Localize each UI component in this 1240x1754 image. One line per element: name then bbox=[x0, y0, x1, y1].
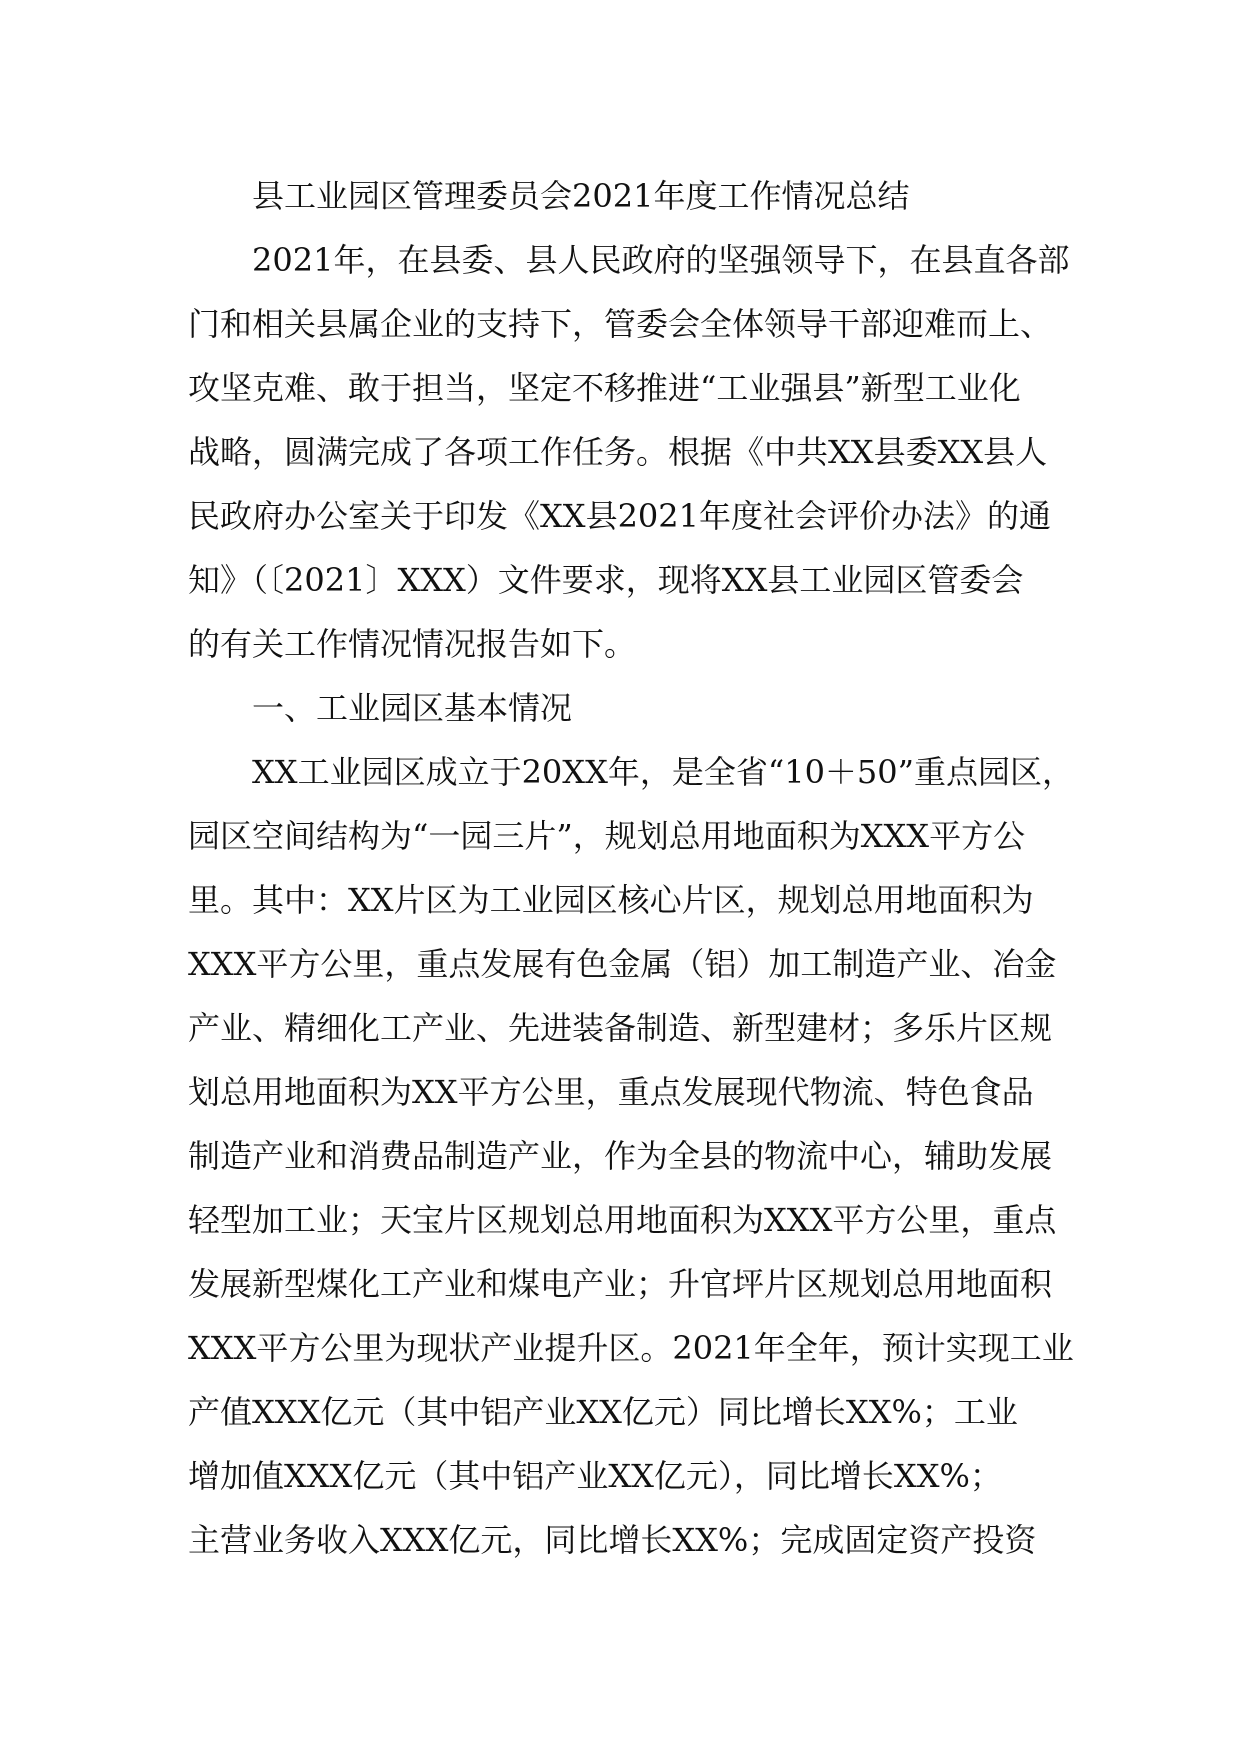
paragraph-line: 知》（〔2021〕XXX）文件要求，现将XX县工业园区管委会 bbox=[188, 561, 1024, 599]
paragraph-line: 园区空间结构为“一园三片”，规划总用地面积为XXX平方公 bbox=[188, 817, 1026, 855]
paragraph-line: 产业、精细化工产业、先进装备制造、新型建材；多乐片区规 bbox=[188, 1009, 1053, 1047]
paragraph-line: 划总用地面积为XX平方公里，重点发展现代物流、特色食品 bbox=[188, 1073, 1034, 1111]
paragraph-line: 制造产业和消费品制造产业，作为全县的物流中心，辅助发展 bbox=[188, 1137, 1053, 1175]
paragraph-line: 的有关工作情况情况报告如下。 bbox=[188, 625, 637, 663]
section-heading: 一、工业园区基本情况 bbox=[252, 689, 573, 727]
paragraph-line: 主营业务收入XXX亿元，同比增长XX%；完成固定资产投资 bbox=[188, 1521, 1037, 1559]
paragraph-line: 战略，圆满完成了各项工作任务。根据《中共XX县委XX县人 bbox=[188, 433, 1048, 471]
paragraph-line: 攻坚克难、敢于担当，坚定不移推进“工业强县”新型工业化 bbox=[188, 369, 1021, 407]
paragraph-line: 轻型加工业；天宝片区规划总用地面积为XXX平方公里，重点 bbox=[188, 1201, 1057, 1239]
paragraph-line: 2021年，在县委、县人民政府的坚强领导下，在县直各部 bbox=[252, 241, 1070, 279]
paragraph-line: XXX平方公里，重点发展有色金属（铝）加工制造产业、冶金 bbox=[188, 945, 1057, 983]
paragraph-line: 发展新型煤化工产业和煤电产业；升官坪片区规划总用地面积 bbox=[188, 1265, 1053, 1303]
paragraph-line: 产值XXX亿元（其中铝产业XX亿元）同比增长XX%；工业 bbox=[188, 1393, 1018, 1431]
paragraph-line: 门和相关县属企业的支持下，管委会全体领导干部迎难而上、 bbox=[188, 305, 1053, 343]
paragraph-line: XX工业园区成立于20XX年，是全省“10＋50”重点园区， bbox=[252, 753, 1075, 791]
paragraph-line: 增加值XXX亿元（其中铝产业XX亿元），同比增长XX%； bbox=[188, 1457, 1002, 1495]
paragraph-line: XXX平方公里为现状产业提升区。2021年全年，预计实现工业 bbox=[188, 1329, 1074, 1367]
document-title: 县工业园区管理委员会2021年度工作情况总结 bbox=[252, 177, 910, 215]
paragraph-line: 民政府办公室关于印发《XX县2021年度社会评价办法》的通 bbox=[188, 497, 1052, 535]
paragraph-line: 里。其中：XX片区为工业园区核心片区，规划总用地面积为 bbox=[188, 881, 1034, 919]
